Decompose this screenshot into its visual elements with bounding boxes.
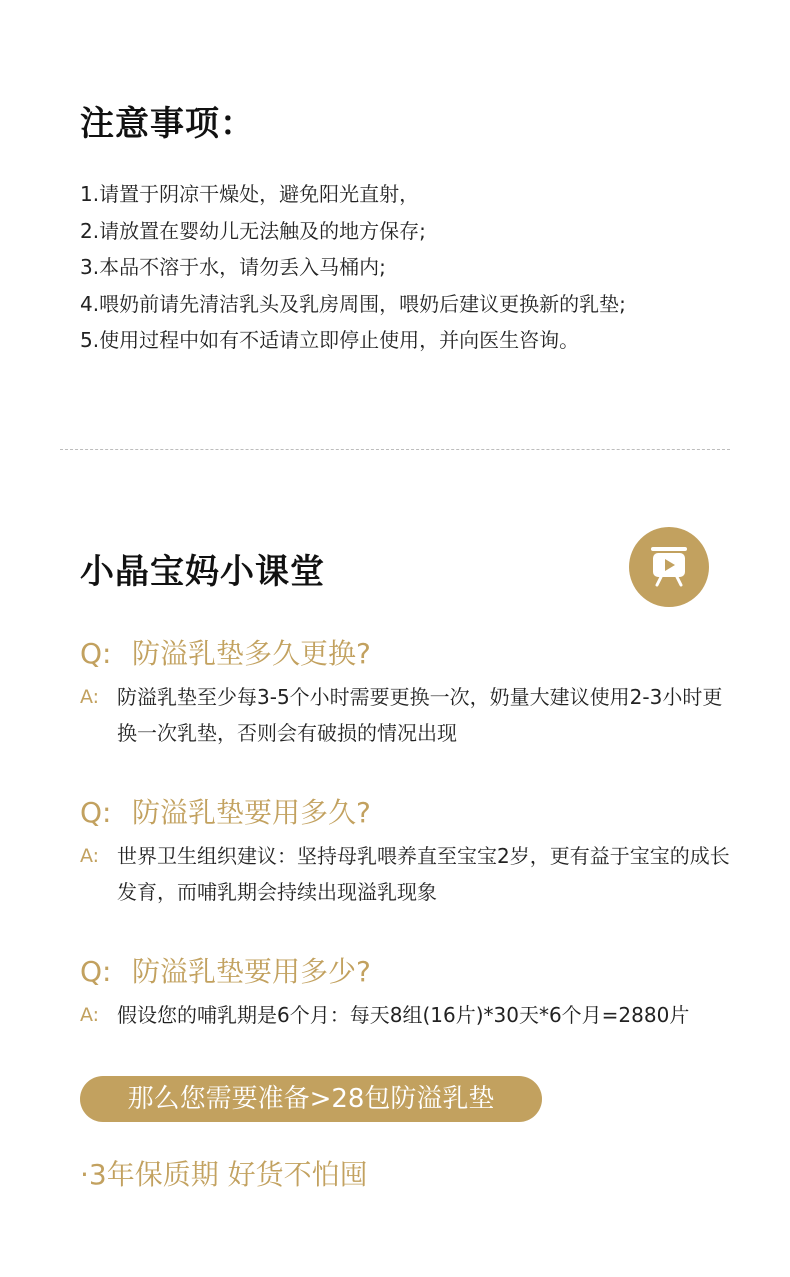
notes-list	[80, 176, 626, 359]
classroom-title: 小晶宝妈小课堂	[80, 552, 325, 592]
notes-title: 注意事项：	[80, 104, 255, 144]
cta-pill: 那么您需要准备>28包防溢乳垫	[80, 1076, 542, 1122]
answer	[80, 838, 740, 910]
question-label: Q:	[80, 955, 112, 988]
question	[80, 632, 371, 672]
answer-label: A:	[80, 1004, 100, 1026]
answer-text: 防溢乳垫至少每3-5个小时需要更换一次，奶量大建议使用2-3小时更换一次乳垫，否则会有破损的情况出现	[117, 685, 723, 745]
question-label: Q:	[80, 796, 112, 829]
question-text: 防溢乳垫要用多久?	[132, 796, 371, 829]
notes-item: 2.请放置在婴幼儿无法触及的地方保存;	[80, 218, 426, 243]
notes-item: 5.使用过程中如有不适请立即停止使用，并向医生咨询。	[80, 328, 580, 352]
guarantee-text: ·3年保质期 好货不怕囤	[80, 1158, 368, 1191]
question-text: 防溢乳垫多久更换?	[132, 637, 371, 670]
answer-text: 假设您的哺乳期是6个月：每天8组(16片)*30天*6个月=2880片	[117, 1003, 690, 1027]
answer	[80, 997, 740, 1033]
notes-item: 1.请置于阴凉干燥处，避免阳光直射，	[80, 182, 420, 206]
question-text: 防溢乳垫要用多少?	[132, 955, 371, 988]
answer-text: 世界卫生组织建议：坚持母乳喂养直至宝宝2岁，更有益于宝宝的成长发育，而哺乳期会持续出现溢乳现象	[117, 844, 730, 904]
answer-label: A:	[80, 686, 100, 708]
answer	[80, 679, 740, 751]
notes-item: 4.喂奶前请先清洁乳头及乳房周围，喂奶后建议更换新的乳垫;	[80, 291, 626, 316]
question	[80, 791, 371, 831]
play-board-icon	[629, 527, 709, 607]
section-divider	[60, 449, 730, 450]
notes-item: 3.本品不溶于水，请勿丢入马桶内;	[80, 255, 386, 279]
answer-label: A:	[80, 845, 100, 867]
question	[80, 950, 371, 990]
question-label: Q:	[80, 637, 112, 670]
